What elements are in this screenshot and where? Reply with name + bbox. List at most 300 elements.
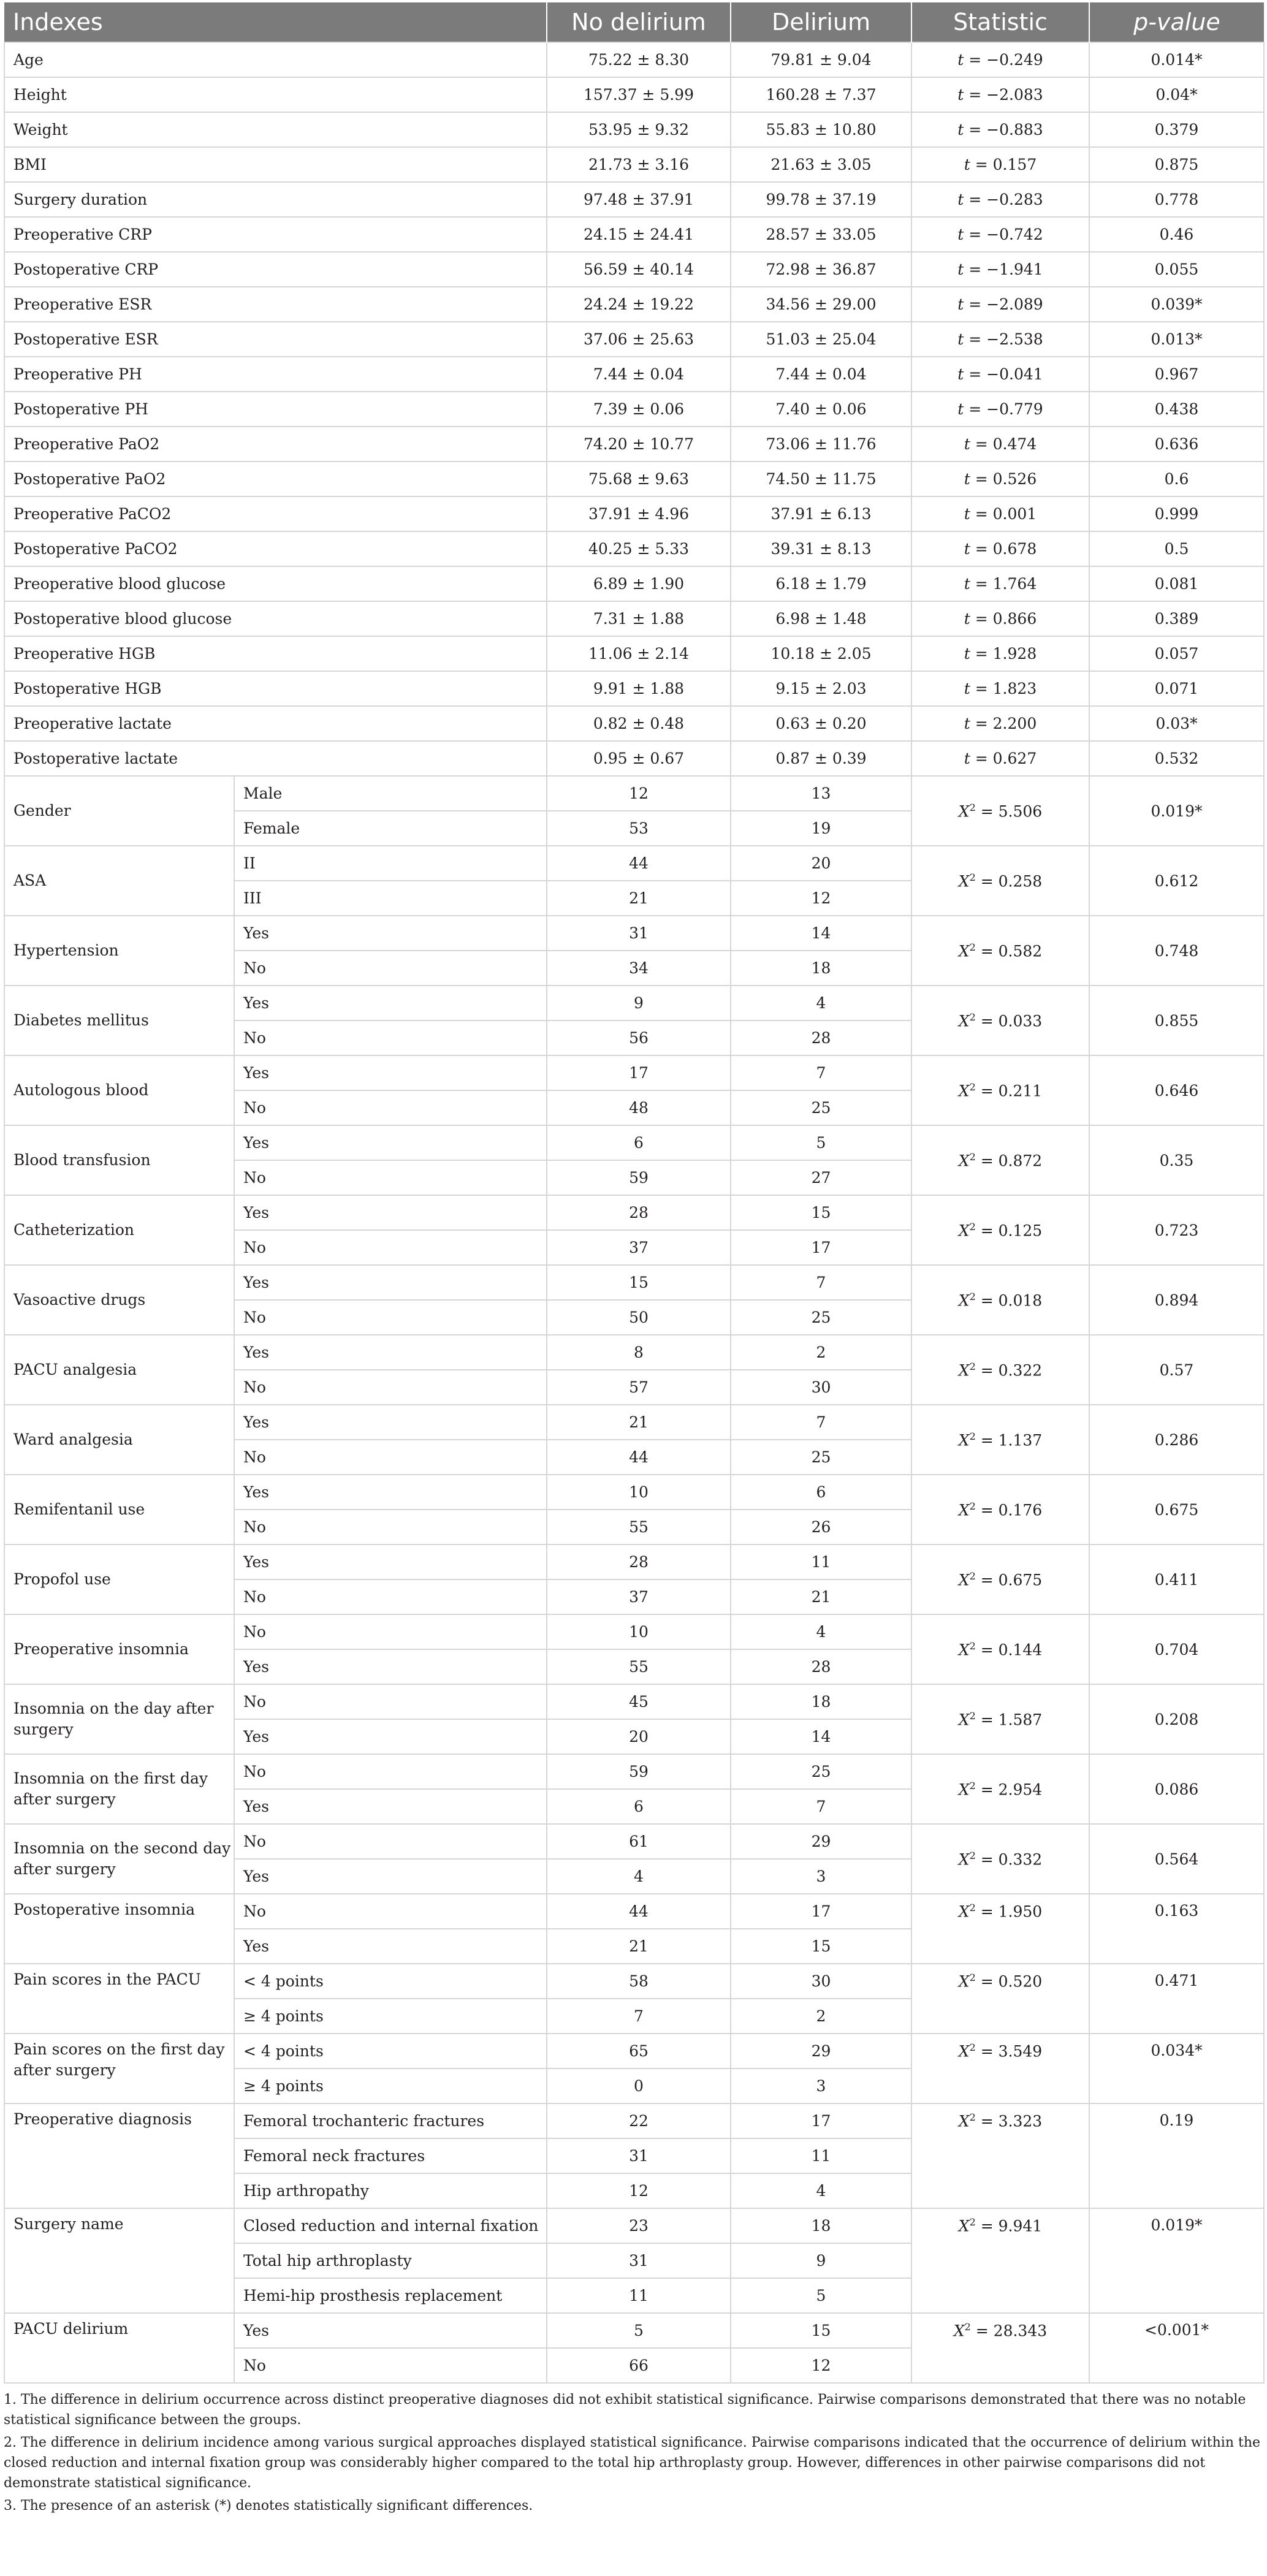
category-label: No xyxy=(234,1300,547,1335)
statistic-symbol: t xyxy=(957,260,964,278)
statistic-value xyxy=(911,252,1089,287)
no-delirium-count: 66 xyxy=(547,2348,731,2383)
category-label: Yes xyxy=(234,1195,547,1230)
group-name: Blood transfusion xyxy=(4,1125,234,1195)
no-delirium-value: 11.06 ± 2.14 xyxy=(547,636,731,671)
delirium-count: 3 xyxy=(731,1859,911,1894)
category-label: Hemi-hip prosthesis replacement xyxy=(234,2278,547,2313)
table-row xyxy=(4,531,1264,566)
table-row xyxy=(4,636,1264,671)
statistic-symbol: t xyxy=(957,191,964,208)
p-value: 0.019* xyxy=(1089,776,1264,846)
p-value: 0.564 xyxy=(1089,1824,1264,1894)
statistic-number: = 1.764 xyxy=(970,575,1037,593)
p-value: 0.379 xyxy=(1089,112,1264,147)
no-delirium-count: 48 xyxy=(547,1090,731,1125)
no-delirium-count: 37 xyxy=(547,1230,731,1265)
no-delirium-count: 28 xyxy=(547,1195,731,1230)
delirium-count: 15 xyxy=(731,1929,911,1964)
p-value: 0.019* xyxy=(1089,2208,1264,2313)
table-row xyxy=(4,252,1264,287)
statistic-value xyxy=(911,1195,1089,1265)
statistic-symbol: t xyxy=(964,505,970,523)
statistic-value xyxy=(911,671,1089,706)
statistic-symbol: t xyxy=(964,435,970,453)
no-delirium-count: 21 xyxy=(547,881,731,916)
statistic-number: = 28.343 xyxy=(970,2322,1048,2340)
delirium-value: 7.40 ± 0.06 xyxy=(731,392,911,427)
table-row xyxy=(4,1475,1264,1510)
statistic-superscript: 2 xyxy=(969,2216,976,2228)
table-row xyxy=(4,1055,1264,1090)
delirium-count: 4 xyxy=(731,986,911,1020)
category-label: No xyxy=(234,951,547,986)
statistic-number: = 0.474 xyxy=(970,435,1037,453)
statistic-number: = 0.627 xyxy=(970,750,1037,767)
p-value: 0.03* xyxy=(1089,706,1264,741)
statistic-number: = −0.779 xyxy=(964,400,1043,418)
table-row xyxy=(4,112,1264,147)
no-delirium-value: 24.24 ± 19.22 xyxy=(547,287,731,322)
group-name: Insomnia on the first day after surgery xyxy=(4,1754,234,1824)
delirium-count: 5 xyxy=(731,1125,911,1160)
p-value: 0.875 xyxy=(1089,147,1264,182)
category-label: No xyxy=(234,1754,547,1789)
no-delirium-count: 17 xyxy=(547,1055,731,1090)
statistic-number: = 0.144 xyxy=(975,1641,1043,1659)
statistic-value xyxy=(911,1684,1089,1754)
table-row xyxy=(4,741,1264,776)
statistic-value xyxy=(911,706,1089,741)
group-name: ASA xyxy=(4,846,234,916)
statistic-value xyxy=(911,1544,1089,1614)
statistic-number: = 1.587 xyxy=(975,1711,1043,1729)
no-delirium-value: 7.39 ± 0.06 xyxy=(547,392,731,427)
no-delirium-count: 21 xyxy=(547,1405,731,1440)
statistic-symbol: X xyxy=(958,942,970,960)
delirium-count: 29 xyxy=(731,2034,911,2069)
delirium-count: 17 xyxy=(731,1894,911,1929)
statistic-value xyxy=(911,1405,1089,1475)
p-value: 0.04* xyxy=(1089,77,1264,112)
delirium-value: 51.03 ± 25.04 xyxy=(731,322,911,357)
p-value: 0.411 xyxy=(1089,1544,1264,1614)
header-no-delirium: No delirium xyxy=(547,2,731,42)
statistic-symbol: t xyxy=(964,645,970,663)
delirium-value: 39.31 ± 8.13 xyxy=(731,531,911,566)
delirium-count: 25 xyxy=(731,1090,911,1125)
category-label: No xyxy=(234,2348,547,2383)
statistic-number: = 0.258 xyxy=(975,872,1043,891)
table-row xyxy=(4,1614,1264,1649)
p-value: 0.438 xyxy=(1089,392,1264,427)
no-delirium-count: 59 xyxy=(547,1160,731,1195)
delirium-value: 7.44 ± 0.04 xyxy=(731,357,911,392)
statistic-value xyxy=(911,1055,1089,1125)
statistic-value xyxy=(911,2313,1089,2383)
category-label: Yes xyxy=(234,1859,547,1894)
table-row xyxy=(4,427,1264,462)
p-value: 0.071 xyxy=(1089,671,1264,706)
statistic-symbol: X xyxy=(958,1972,970,1991)
statistic-symbol: t xyxy=(964,156,970,173)
delirium-value: 10.18 ± 2.05 xyxy=(731,636,911,671)
no-delirium-count: 6 xyxy=(547,1125,731,1160)
statistic-value xyxy=(911,427,1089,462)
no-delirium-count: 31 xyxy=(547,2138,731,2173)
table-row xyxy=(4,496,1264,531)
category-label: Femoral trochanteric fractures xyxy=(234,2103,547,2138)
no-delirium-count: 7 xyxy=(547,1999,731,2034)
category-label: No xyxy=(234,1684,547,1719)
delirium-count: 6 xyxy=(731,1475,911,1510)
table-row xyxy=(4,2034,1264,2069)
statistic-superscript: 2 xyxy=(969,1081,976,1093)
table-row xyxy=(4,1335,1264,1370)
statistic-number: = 9.941 xyxy=(975,2217,1043,2235)
statistic-superscript: 2 xyxy=(969,1290,976,1302)
table-row xyxy=(4,846,1264,881)
statistic-symbol: t xyxy=(964,715,970,732)
statistic-value xyxy=(911,1265,1089,1335)
statistic-number: = 1.823 xyxy=(970,680,1037,697)
statistic-symbol: t xyxy=(964,610,970,628)
statistic-superscript: 2 xyxy=(969,941,976,953)
table-row xyxy=(4,147,1264,182)
category-label: No xyxy=(234,1894,547,1929)
category-label: Yes xyxy=(234,1405,547,1440)
no-delirium-count: 8 xyxy=(547,1335,731,1370)
statistic-value xyxy=(911,112,1089,147)
p-value: 0.704 xyxy=(1089,1614,1264,1684)
index-name: BMI xyxy=(4,147,547,182)
no-delirium-value: 56.59 ± 40.14 xyxy=(547,252,731,287)
p-value: 0.46 xyxy=(1089,217,1264,252)
statistic-symbol: t xyxy=(964,575,970,593)
category-label: No xyxy=(234,1090,547,1125)
category-label: No xyxy=(234,1370,547,1405)
p-value: 0.086 xyxy=(1089,1754,1264,1824)
delirium-count: 12 xyxy=(731,881,911,916)
category-label: No xyxy=(234,1020,547,1055)
index-name: Postoperative blood glucose xyxy=(4,601,547,636)
statistic-symbol: t xyxy=(964,680,970,697)
statistic-value xyxy=(911,2103,1089,2208)
delirium-value: 34.56 ± 29.00 xyxy=(731,287,911,322)
delirium-value: 6.18 ± 1.79 xyxy=(731,566,911,601)
statistic-superscript: 2 xyxy=(969,1639,976,1652)
table-footnotes xyxy=(4,2390,1263,2516)
delirium-count: 18 xyxy=(731,1684,911,1719)
statistic-value xyxy=(911,1475,1089,1544)
group-name: Insomnia on the day after surgery xyxy=(4,1684,234,1754)
index-name: Preoperative ESR xyxy=(4,287,547,322)
table-row xyxy=(4,1684,1264,1719)
index-name: Preoperative CRP xyxy=(4,217,547,252)
statistic-value xyxy=(911,287,1089,322)
statistic-value xyxy=(911,1894,1089,1964)
statistic-number: = 0.157 xyxy=(970,156,1037,173)
no-delirium-count: 11 xyxy=(547,2278,731,2313)
category-label: No xyxy=(234,1614,547,1649)
delirium-count: 25 xyxy=(731,1754,911,1789)
p-value: 0.636 xyxy=(1089,427,1264,462)
p-value: 0.057 xyxy=(1089,636,1264,671)
no-delirium-value: 157.37 ± 5.99 xyxy=(547,77,731,112)
statistic-value xyxy=(911,182,1089,217)
header-indexes: Indexes xyxy=(4,2,547,42)
statistic-symbol: X xyxy=(953,2322,965,2340)
table-row xyxy=(4,392,1264,427)
category-label: No xyxy=(234,1440,547,1475)
category-label: Yes xyxy=(234,1929,547,1964)
statistic-number: = 0.033 xyxy=(975,1012,1043,1030)
category-label: No xyxy=(234,1579,547,1614)
category-label: Female xyxy=(234,811,547,846)
category-label: Yes xyxy=(234,1335,547,1370)
index-name: Postoperative lactate xyxy=(4,741,547,776)
index-name: Postoperative PaCO2 xyxy=(4,531,547,566)
category-label: Yes xyxy=(234,1055,547,1090)
delirium-count: 7 xyxy=(731,1055,911,1090)
category-label: Male xyxy=(234,776,547,811)
group-name: Catheterization xyxy=(4,1195,234,1265)
statistic-symbol: X xyxy=(958,1711,970,1729)
statistic-number: = 0.678 xyxy=(970,540,1037,558)
delirium-count: 7 xyxy=(731,1405,911,1440)
p-value: 0.286 xyxy=(1089,1405,1264,1475)
statistic-symbol: t xyxy=(957,86,964,104)
statistic-symbol: X xyxy=(958,1501,970,1519)
statistic-number: = 0.675 xyxy=(975,1571,1043,1589)
statistic-symbol: X xyxy=(958,872,970,891)
statistic-value xyxy=(911,147,1089,182)
statistic-value xyxy=(911,217,1089,252)
no-delirium-count: 5 xyxy=(547,2313,731,2348)
delirium-value: 74.50 ± 11.75 xyxy=(731,462,911,496)
statistic-symbol: X xyxy=(958,2217,970,2235)
table-row xyxy=(4,287,1264,322)
statistic-value xyxy=(911,1754,1089,1824)
p-value: 0.6 xyxy=(1089,462,1264,496)
table-body xyxy=(4,42,1264,2383)
statistic-symbol: X xyxy=(958,1641,970,1659)
statistic-value xyxy=(911,636,1089,671)
category-label: < 4 points xyxy=(234,1964,547,1999)
table-row xyxy=(4,1125,1264,1160)
no-delirium-value: 40.25 ± 5.33 xyxy=(547,531,731,566)
category-label: Femoral neck fractures xyxy=(234,2138,547,2173)
delirium-count: 11 xyxy=(731,2138,911,2173)
statistic-value xyxy=(911,1614,1089,1684)
p-value: 0.014* xyxy=(1089,42,1264,77)
statistic-number: = 0.001 xyxy=(970,505,1037,523)
delirium-value: 0.87 ± 0.39 xyxy=(731,741,911,776)
statistic-superscript: 2 xyxy=(969,1709,976,1722)
statistic-symbol: t xyxy=(957,121,964,139)
delirium-value: 9.15 ± 2.03 xyxy=(731,671,911,706)
statistic-symbol: t xyxy=(964,750,970,767)
statistic-superscript: 2 xyxy=(969,1902,976,1913)
p-value: 0.055 xyxy=(1089,252,1264,287)
delirium-value: 6.98 ± 1.48 xyxy=(731,601,911,636)
statistic-number: = 5.506 xyxy=(975,802,1043,821)
p-value: 0.675 xyxy=(1089,1475,1264,1544)
statistic-superscript: 2 xyxy=(969,871,976,883)
delirium-value: 79.81 ± 9.04 xyxy=(731,42,911,77)
statistic-value xyxy=(911,1964,1089,2034)
no-delirium-value: 6.89 ± 1.90 xyxy=(547,566,731,601)
statistic-symbol: X xyxy=(958,2042,970,2061)
no-delirium-value: 0.82 ± 0.48 xyxy=(547,706,731,741)
p-value: 0.034* xyxy=(1089,2034,1264,2103)
p-value: 0.778 xyxy=(1089,182,1264,217)
index-name: Preoperative PaO2 xyxy=(4,427,547,462)
delirium-count: 2 xyxy=(731,1999,911,2034)
index-name: Weight xyxy=(4,112,547,147)
footnote: 3. The presence of an asterisk (*) denotes statistically significant differences. xyxy=(4,2498,533,2513)
no-delirium-value: 7.44 ± 0.04 xyxy=(547,357,731,392)
delirium-count: 15 xyxy=(731,2313,911,2348)
no-delirium-value: 97.48 ± 37.91 xyxy=(547,182,731,217)
no-delirium-count: 10 xyxy=(547,1475,731,1510)
no-delirium-count: 53 xyxy=(547,811,731,846)
category-label: Yes xyxy=(234,1649,547,1684)
statistic-number: = −2.538 xyxy=(964,330,1043,348)
statistic-number: = 1.950 xyxy=(975,1902,1043,1921)
statistic-superscript: 2 xyxy=(969,2042,976,2053)
category-label: Yes xyxy=(234,1265,547,1300)
statistic-number: = 0.322 xyxy=(975,1361,1043,1380)
p-value: 0.723 xyxy=(1089,1195,1264,1265)
statistic-value xyxy=(911,846,1089,916)
statistic-symbol: t xyxy=(957,365,964,383)
header-delirium: Delirium xyxy=(731,2,911,42)
table-row xyxy=(4,566,1264,601)
statistic-number: = −0.742 xyxy=(964,226,1043,243)
statistic-symbol: t xyxy=(964,540,970,558)
index-name: Postoperative PH xyxy=(4,392,547,427)
index-name: Postoperative PaO2 xyxy=(4,462,547,496)
statistic-symbol: t xyxy=(964,470,970,488)
no-delirium-value: 24.15 ± 24.41 xyxy=(547,217,731,252)
table-row xyxy=(4,706,1264,741)
statistic-symbol: X xyxy=(958,1222,970,1240)
no-delirium-count: 55 xyxy=(547,1510,731,1544)
delirium-count: 25 xyxy=(731,1300,911,1335)
no-delirium-count: 50 xyxy=(547,1300,731,1335)
no-delirium-value: 75.68 ± 9.63 xyxy=(547,462,731,496)
category-label: Yes xyxy=(234,916,547,951)
no-delirium-count: 34 xyxy=(547,951,731,986)
delirium-count: 14 xyxy=(731,916,911,951)
statistic-symbol: X xyxy=(958,1571,970,1589)
no-delirium-count: 20 xyxy=(547,1719,731,1754)
no-delirium-count: 28 xyxy=(547,1544,731,1579)
statistic-symbol: X xyxy=(958,1082,970,1100)
category-label: Total hip arthroplasty xyxy=(234,2243,547,2278)
statistic-superscript: 2 xyxy=(969,1500,976,1512)
table-row xyxy=(4,322,1264,357)
statistic-number: = 1.137 xyxy=(975,1431,1043,1449)
delirium-count: 15 xyxy=(731,1195,911,1230)
footnote: 1. The difference in delirium occurrence across distinct preoperative diagnoses did not exhibit statistical significance. Pairwise comparisons demonstrated that there was no notable statistical significance between the groups. xyxy=(4,2392,1246,2428)
group-name: Diabetes mellitus xyxy=(4,986,234,1055)
statistic-value xyxy=(911,2034,1089,2103)
no-delirium-value: 7.31 ± 1.88 xyxy=(547,601,731,636)
category-label: II xyxy=(234,846,547,881)
statistic-symbol: t xyxy=(957,295,964,313)
category-label: < 4 points xyxy=(234,2034,547,2069)
statistic-superscript: 2 xyxy=(969,1849,976,1861)
header-p-value-text: p-value xyxy=(1133,9,1220,36)
statistic-symbol: X xyxy=(958,1431,970,1449)
delirium-count: 20 xyxy=(731,846,911,881)
statistic-number: = 0.582 xyxy=(975,942,1043,960)
table-row xyxy=(4,916,1264,951)
statistic-number: = 1.928 xyxy=(970,645,1037,663)
index-name: Preoperative PaCO2 xyxy=(4,496,547,531)
delirium-value: 0.63 ± 0.20 xyxy=(731,706,911,741)
category-label: No xyxy=(234,1160,547,1195)
p-value: 0.532 xyxy=(1089,741,1264,776)
statistic-symbol: t xyxy=(957,226,964,243)
no-delirium-count: 56 xyxy=(547,1020,731,1055)
statistic-value xyxy=(911,322,1089,357)
group-name: Propofol use xyxy=(4,1544,234,1614)
delirium-count: 14 xyxy=(731,1719,911,1754)
table-row xyxy=(4,1964,1264,1999)
delirium-value: 73.06 ± 11.76 xyxy=(731,427,911,462)
p-value: 0.999 xyxy=(1089,496,1264,531)
statistic-value xyxy=(911,566,1089,601)
statistic-number: = 0.125 xyxy=(975,1222,1043,1240)
table-row xyxy=(4,217,1264,252)
p-value: 0.013* xyxy=(1089,322,1264,357)
statistic-symbol: X xyxy=(958,802,970,821)
group-name: Insomnia on the second day after surgery xyxy=(4,1824,234,1894)
statistic-value xyxy=(911,42,1089,77)
statistic-superscript: 2 xyxy=(969,2111,976,2123)
delirium-value: 28.57 ± 33.05 xyxy=(731,217,911,252)
group-name: Vasoactive drugs xyxy=(4,1265,234,1335)
table-row xyxy=(4,357,1264,392)
statistic-value xyxy=(911,1125,1089,1195)
statistic-value xyxy=(911,531,1089,566)
p-value: 0.646 xyxy=(1089,1055,1264,1125)
statistic-number: = 0.866 xyxy=(970,610,1037,628)
category-label: Yes xyxy=(234,1719,547,1754)
delirium-value: 99.78 ± 37.19 xyxy=(731,182,911,217)
delirium-count: 26 xyxy=(731,1510,911,1544)
no-delirium-value: 37.06 ± 25.63 xyxy=(547,322,731,357)
table-row xyxy=(4,462,1264,496)
category-label: Yes xyxy=(234,1475,547,1510)
delirium-count: 2 xyxy=(731,1335,911,1370)
statistic-number: = 2.954 xyxy=(975,1780,1043,1799)
statistic-number: = 0.018 xyxy=(975,1291,1043,1310)
table-row xyxy=(4,182,1264,217)
group-name: Preoperative diagnosis xyxy=(4,2103,234,2208)
no-delirium-count: 37 xyxy=(547,1579,731,1614)
statistic-value xyxy=(911,496,1089,531)
no-delirium-value: 9.91 ± 1.88 xyxy=(547,671,731,706)
delirium-count: 13 xyxy=(731,776,911,811)
statistic-number: = 2.200 xyxy=(970,715,1037,732)
table-container xyxy=(4,2,1263,2518)
statistic-superscript: 2 xyxy=(969,1011,976,1023)
statistic-value xyxy=(911,2208,1089,2313)
